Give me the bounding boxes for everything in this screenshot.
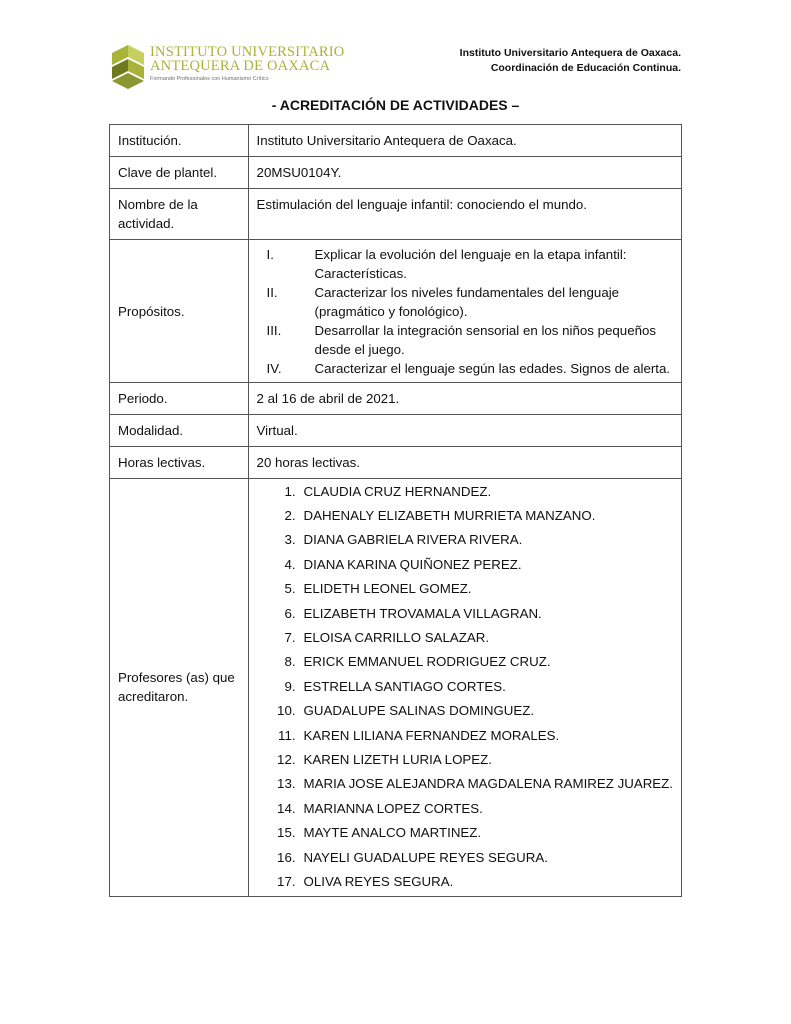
row-label: Modalidad. (110, 415, 249, 447)
teacher-name: ELIZABETH TROVAMALA VILLAGRAN. (303, 605, 542, 621)
list-item-number: 8. (284, 654, 296, 670)
list-item-number: 14. (277, 800, 296, 816)
list-item (257, 359, 673, 378)
list-item-number: I. (266, 247, 274, 262)
list-item (257, 747, 673, 771)
row-value (248, 479, 681, 897)
list-item-text: Desarrollar la integración sensorial en los niños pequeños desde el juego. (314, 323, 657, 357)
list-item-number: III. (266, 323, 282, 338)
list-item-number: 13. (277, 776, 296, 792)
purposes-list (257, 245, 673, 378)
teachers-list (257, 479, 673, 894)
logo-tagline: Formando Profesionales con Humanismo Crítico (150, 76, 269, 82)
list-item (257, 552, 673, 576)
teacher-name: CLAUDIA CRUZ HERNANDEZ. (303, 483, 492, 499)
row-label: Nombre de la actividad. (110, 189, 249, 240)
list-item-number: IV. (266, 361, 282, 376)
list-item (257, 528, 673, 552)
list-item (257, 820, 673, 844)
list-item-number: 16. (277, 849, 296, 865)
list-item (257, 503, 673, 527)
teacher-name: MAYTE ANALCO MARTINEZ. (303, 825, 482, 841)
header-institution-name: Instituto Universitario Antequera de Oaxaca. (459, 47, 681, 59)
row-label: Clave de plantel. (110, 157, 249, 189)
accreditation-table (109, 124, 682, 897)
logo-line-1: INSTITUTO UNIVERSITARIO (150, 44, 345, 60)
list-item (257, 845, 673, 869)
document-title: - ACREDITACIÓN DE ACTIVIDADES – (271, 97, 520, 113)
list-item-number: II. (266, 285, 278, 300)
table-row-profesores (110, 479, 682, 897)
teacher-name: KAREN LIZETH LURIA LOPEZ. (303, 751, 492, 767)
row-label: Horas lectivas. (110, 447, 249, 479)
list-item (257, 321, 673, 359)
row-label: Institución. (110, 125, 249, 157)
table-row-propositos (110, 240, 682, 383)
list-item (257, 625, 673, 649)
list-item (257, 772, 673, 796)
table-row-periodo (110, 383, 682, 415)
teacher-name: DIANA GABRIELA RIVERA RIVERA. (303, 532, 523, 548)
row-label: Propósitos. (110, 240, 249, 383)
list-item (257, 869, 673, 893)
list-item (257, 577, 673, 601)
list-item (257, 245, 673, 283)
teacher-name: GUADALUPE SALINAS DOMINGUEZ. (303, 703, 535, 719)
list-item-text: Caracterizar los niveles fundamentales del lenguaje (pragmático y fonológico). (314, 285, 620, 319)
teacher-name: ELOISA CARRILLO SALAZAR. (303, 630, 490, 646)
list-item (257, 479, 673, 503)
table-row-nombre (110, 189, 682, 240)
row-value: Instituto Universitario Antequera de Oaxaca. (248, 125, 681, 157)
list-item-number: 3. (284, 532, 296, 548)
table-row-institucion (110, 125, 682, 157)
logo-emblem-icon (110, 43, 146, 89)
list-item (257, 601, 673, 625)
logo-line-2: ANTEQUERA DE OAXACA (150, 58, 331, 74)
teacher-name: DAHENALY ELIZABETH MURRIETA MANZANO. (303, 508, 596, 524)
table-row-clave (110, 157, 682, 189)
teacher-name: ERICK EMMANUEL RODRIGUEZ CRUZ. (303, 654, 551, 670)
table-row-modalidad (110, 415, 682, 447)
teacher-name: DIANA KARINA QUIÑONEZ PEREZ. (303, 556, 522, 572)
list-item-number: 9. (284, 678, 296, 694)
list-item-number: 7. (284, 630, 296, 646)
row-value: 2 al 16 de abril de 2021. (248, 383, 681, 415)
teacher-name: OLIVA REYES SEGURA. (303, 873, 454, 889)
list-item-number: 15. (277, 825, 296, 841)
row-label: Periodo. (110, 383, 249, 415)
row-label: Profesores (as) que acreditaron. (110, 479, 249, 897)
teacher-name: KAREN LILIANA FERNANDEZ MORALES. (303, 727, 560, 743)
list-item (257, 796, 673, 820)
list-item (257, 650, 673, 674)
list-item-number: 1. (284, 483, 296, 499)
list-item-number: 17. (277, 873, 296, 889)
list-item (257, 723, 673, 747)
list-item-text: Caracterizar el lenguaje según las edades. Signos de alerta. (314, 361, 671, 376)
list-item-number: 11. (278, 727, 296, 743)
list-item-number: 5. (284, 581, 296, 597)
row-value: 20MSU0104Y. (248, 157, 681, 189)
row-value: 20 horas lectivas. (248, 447, 681, 479)
list-item-number: 6. (284, 605, 296, 621)
teacher-name: NAYELI GUADALUPE REYES SEGURA. (303, 849, 548, 865)
list-item-number: 10. (277, 703, 296, 719)
teacher-name: ELIDETH LEONEL GOMEZ. (303, 581, 472, 597)
header-institution-block (460, 46, 681, 76)
list-item (257, 699, 673, 723)
row-value (248, 240, 681, 383)
teacher-name: ESTRELLA SANTIAGO CORTES. (303, 678, 506, 694)
list-item-number: 4. (284, 556, 296, 572)
list-item-number: 2. (284, 508, 296, 524)
list-item (257, 283, 673, 321)
row-value: Virtual. (248, 415, 681, 447)
list-item (257, 674, 673, 698)
teacher-name: MARIA JOSE ALEJANDRA MAGDALENA RAMIREZ JUAREZ. (303, 776, 673, 792)
header-department-name: Coordinación de Educación Continua. (490, 62, 681, 74)
list-item-number: 12. (277, 751, 296, 767)
row-value: Estimulación del lenguaje infantil: conociendo el mundo. (248, 189, 681, 240)
table-row-horas (110, 447, 682, 479)
institution-logo (110, 43, 345, 89)
list-item-text: Explicar la evolución del lenguaje en la etapa infantil: Características. (314, 247, 627, 281)
teacher-name: MARIANNA LOPEZ CORTES. (303, 800, 483, 816)
